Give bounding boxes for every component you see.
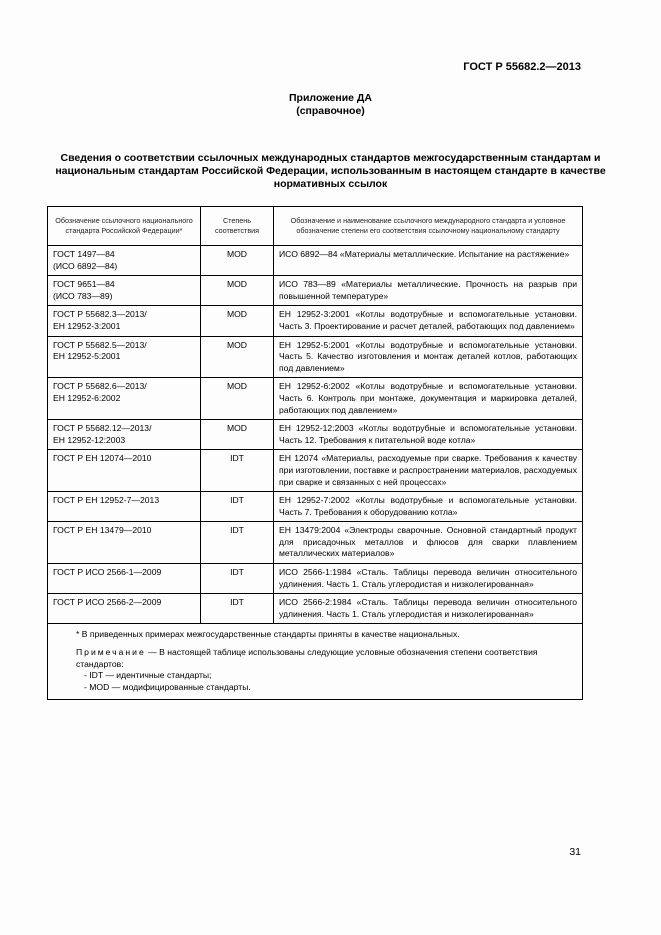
table-row (48, 492, 583, 522)
national-standard-cell: ГОСТ Р ЕН 12952-7—2013 (48, 492, 201, 522)
header-international-standard: Обозначение и наименование ссылочного международного стандарта и условное обозначение степени его соответствия ссылочному национальному стандарту (274, 207, 583, 246)
national-standard-cell: ГОСТ Р ИСО 2566-1—2009 (48, 564, 201, 594)
international-standard-cell: ЕН 12952-6:2002 «Котлы водотрубные и вспомогательные установки. Часть 6. Контроль при монтаже, документация и маркировка деталей, работающих под давлением» (274, 378, 583, 420)
international-standard-cell: ЕН 12952-5:2001 «Котлы водотрубные и вспомогательные установки. Часть 5. Качество изготовления и монтаж деталей котлов, работающих под давлением» (274, 336, 583, 378)
international-standard-cell: ИСО 6892—84 «Материалы металлические. Испытание на растяжение» (274, 246, 583, 276)
table-notes-row (48, 624, 583, 700)
appendix-subtitle: (справочное) (296, 105, 365, 117)
degree-cell: MOD (201, 276, 274, 306)
degree-cell: MOD (201, 336, 274, 378)
table-header-row (48, 207, 583, 246)
national-standard-cell: ГОСТ Р ИСО 2566-2—2009 (48, 594, 201, 624)
note-paragraph (76, 647, 574, 670)
national-standard-cell: ГОСТ Р ЕН 13479—2010 (48, 522, 201, 564)
national-standard-cell: ГОСТ Р 55682.12—2013/ ЕН 12952-12:2003 (48, 420, 201, 450)
note-item: - IDT — идентичные стандарты; (84, 670, 212, 681)
degree-cell: MOD (201, 420, 274, 450)
national-standard-cell: ГОСТ 1497—84 (ИСО 6892—84) (48, 246, 201, 276)
degree-cell: IDT (201, 492, 274, 522)
table-row (48, 420, 583, 450)
national-standard-cell: ГОСТ Р 55682.3—2013/ ЕН 12952-3:2001 (48, 306, 201, 336)
table-row (48, 336, 583, 378)
document-code: ГОСТ Р 55682.2—2013 (463, 61, 581, 73)
table-row (48, 246, 583, 276)
table-row (48, 594, 583, 624)
international-standard-cell: ЕН 12952-3:2001 «Котлы водотрубные и вспомогательные установки. Часть 3. Проектирование и расчет деталей, работающих под давлением» (274, 306, 583, 336)
international-standard-cell: ИСО 783—89 «Материалы металлические. Прочность на разрыв при повышенной температуре» (274, 276, 583, 306)
table-row (48, 306, 583, 336)
section-heading: Сведения о соответствии ссылочных международных стандартов межгосударственным стандартам и национальным стандартам Российской Федерации, использованным в настоящем стандарте в качестве нормативных ссылок (55, 152, 606, 190)
table-row (48, 522, 583, 564)
footnote: * В приведенных примерах межгосударственные стандарты приняты в качестве национальных. (76, 629, 460, 640)
international-standard-cell: ИСО 2566-1:1984 «Сталь. Таблицы перевода величин относительного удлинения. Часть 1. Сталь углеродистая и низколегированная» (274, 564, 583, 594)
table-row (48, 450, 583, 492)
national-standard-cell: ГОСТ 9651—84 (ИСО 783—89) (48, 276, 201, 306)
appendix-title: Приложение ДА (289, 92, 372, 104)
table-row (48, 378, 583, 420)
national-standard-cell: ГОСТ Р 55682.5—2013/ ЕН 12952-5:2001 (48, 336, 201, 378)
table-row (48, 276, 583, 306)
appendix-title-block (0, 92, 661, 118)
note-item: - MOD — модифицированные стандарты. (84, 681, 251, 692)
degree-cell: IDT (201, 450, 274, 492)
table-row (48, 564, 583, 594)
degree-cell: IDT (201, 564, 274, 594)
note-label: Примечание (76, 647, 146, 658)
degree-cell: IDT (201, 594, 274, 624)
page-number: 31 (569, 846, 581, 858)
national-standard-cell: ГОСТ Р ЕН 12074—2010 (48, 450, 201, 492)
standards-table (47, 206, 583, 700)
degree-cell: MOD (201, 378, 274, 420)
note-text: — В настоящей таблице использованы следующие условные обозначения степени соответствия стандартов: (76, 647, 538, 669)
header-national-standard: Обозначение ссылочного национального стандарта Российской Федерации* (48, 207, 201, 246)
degree-cell: MOD (201, 246, 274, 276)
international-standard-cell: ЕН 12074 «Материалы, расходуемые при сварке. Требования к качеству при изготовлении, поставке и распространении материалов, расходуемых при сварке и связанных с ней процессах» (274, 450, 583, 492)
international-standard-cell: ЕН 12952-7:2002 «Котлы водотрубные и вспомогательные установки. Часть 7. Требования к оборудованию котла» (274, 492, 583, 522)
international-standard-cell: ИСО 2566-2:1984 «Сталь. Таблицы перевода величин относительного удлинения. Часть 1. Сталь углеродистая и низколегированная» (274, 594, 583, 624)
international-standard-cell: ЕН 12952-12:2003 «Котлы водотрубные и вспомогательные установки. Часть 12. Требования к питательной воде котла» (274, 420, 583, 450)
national-standard-cell: ГОСТ Р 55682.6—2013/ ЕН 12952-6:2002 (48, 378, 201, 420)
table-notes (48, 624, 583, 700)
international-standard-cell: ЕН 13479:2004 «Электроды сварочные. Основной стандартный продукт для присадочных металлов и флюсов для сварки плавлением металлических материалов» (274, 522, 583, 564)
header-degree: Степень соответствия (201, 207, 274, 246)
degree-cell: MOD (201, 306, 274, 336)
degree-cell: IDT (201, 522, 274, 564)
